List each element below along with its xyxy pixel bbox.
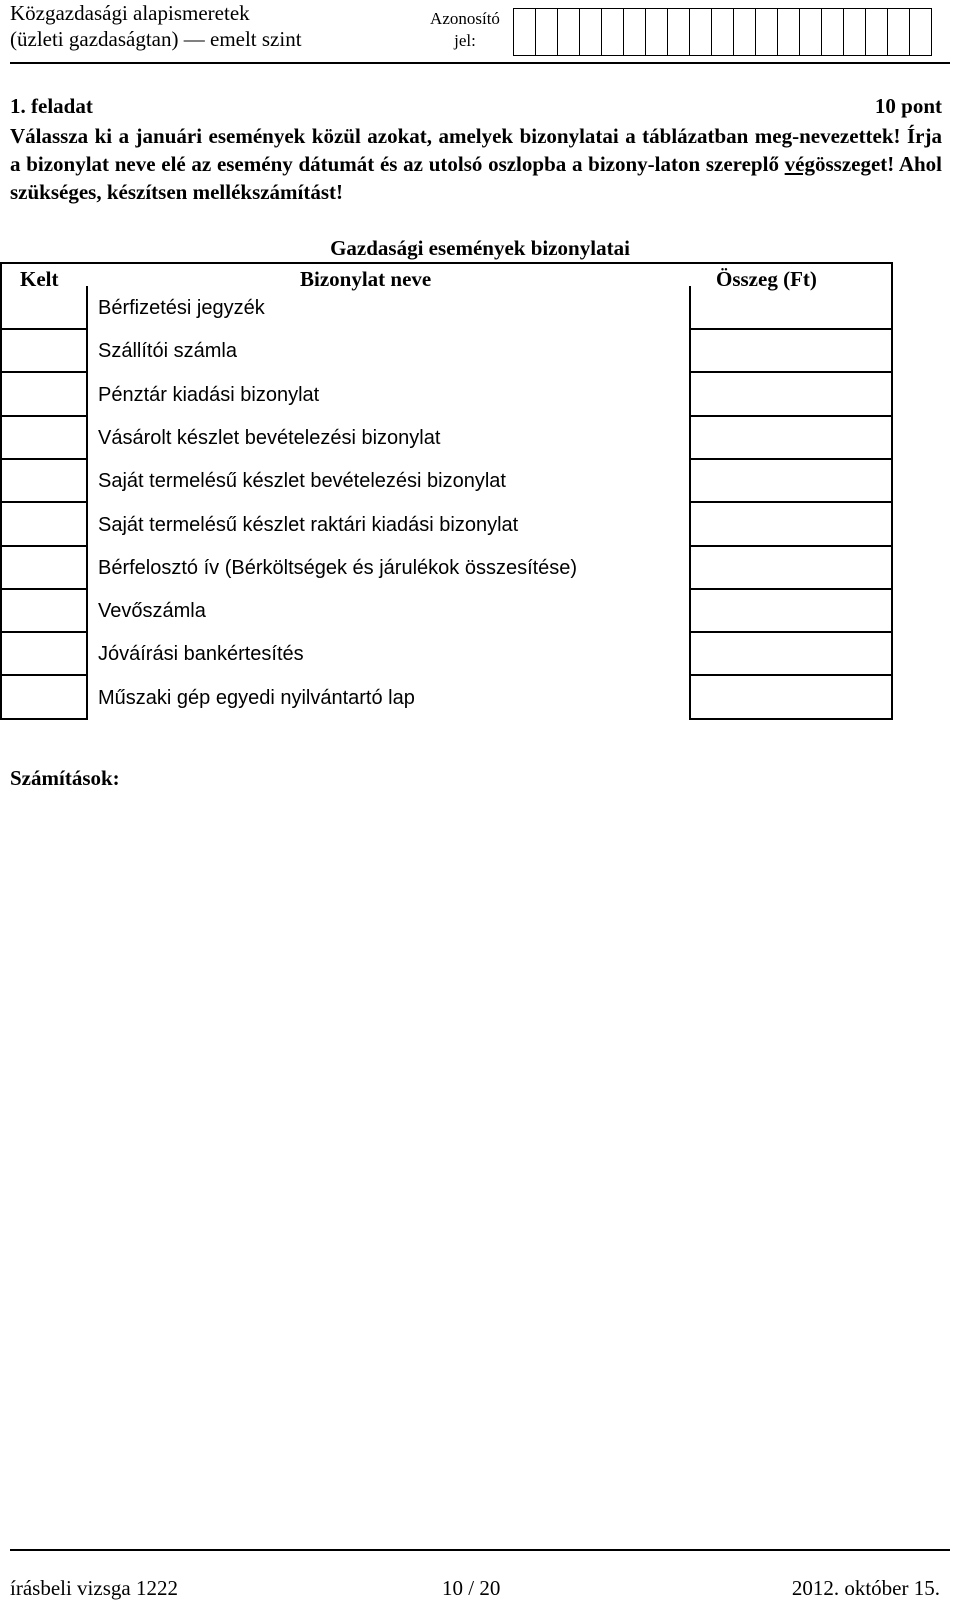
subject-title: Közgazdasági alapismeretek [10,1,250,25]
date-cell[interactable] [0,459,88,503]
task-points: 10 pont [874,94,942,118]
id-box[interactable] [887,8,910,56]
id-box[interactable] [535,8,558,56]
document-name: Bérfelosztó ív (Bérköltségek és járulékok összesítése) [98,556,578,579]
date-cell[interactable] [0,329,88,373]
column-header-name: Bizonylat neve [300,267,432,291]
id-box[interactable] [821,8,844,56]
table-row [0,503,893,547]
date-cell[interactable] [0,373,88,417]
id-box[interactable] [513,8,536,56]
table-row [0,589,893,633]
task-title: 1. feladat [10,94,93,118]
amount-cell[interactable] [689,632,893,676]
document-name: Pénztár kiadási bizonylat [98,383,320,406]
table-row [0,373,893,417]
table-row [0,286,893,330]
document-name: Saját termelésű készlet raktári kiadási bizonylat [98,513,519,536]
footer-exam: írásbeli vizsga 1222 [10,1576,178,1600]
document-name: Műszaki gép egyedi nyilvántartó lap [98,686,415,709]
date-cell[interactable] [0,676,88,720]
id-box[interactable] [711,8,734,56]
footer-page: 10 / 20 [442,1576,501,1600]
amount-cell[interactable] [689,459,893,503]
id-box[interactable] [909,8,932,56]
date-cell[interactable] [0,589,88,633]
table-row [0,546,893,590]
amount-cell[interactable] [689,503,893,547]
id-box[interactable] [601,8,624,56]
id-box[interactable] [623,8,646,56]
footer-date: 2012. október 15. [791,1576,940,1600]
id-label-line2: jel: [454,31,476,50]
id-boxes[interactable] [514,8,932,56]
footer-divider [10,1549,950,1551]
document-name: Vevőszámla [98,600,206,623]
id-box[interactable] [843,8,866,56]
document-name: Saját termelésű készlet bevételezési bizonylat [98,470,506,493]
instructions-text: Válassza ki a januári események közül azokat, amelyek bizonylatai a táblázatban meg-nevezettek! Írja a bizonylat neve elé az esemény dátumát és az utolsó oszlopba a bizony-laton szereplő [10,124,942,176]
date-cell[interactable] [0,632,88,676]
id-box[interactable] [689,8,712,56]
amount-cell[interactable] [689,676,893,720]
instructions-text-end: összeget! Ahol szükséges, készítsen mellékszámítást! [10,152,942,204]
column-header-amount: Összeg (Ft) [716,267,817,291]
id-box[interactable] [645,8,668,56]
date-cell[interactable] [0,503,88,547]
document-name: Szállítói számla [98,340,237,363]
table-row [0,632,893,676]
header-divider [10,62,950,64]
id-label-line1: Azonosító [430,9,500,28]
id-box[interactable] [755,8,778,56]
id-box[interactable] [667,8,690,56]
id-box[interactable] [579,8,602,56]
date-cell[interactable] [0,286,88,330]
calculations-label: Számítások: [10,766,120,790]
amount-cell[interactable] [689,416,893,460]
id-box[interactable] [799,8,822,56]
header-row-border [0,262,893,286]
table-row [0,676,893,720]
document-name: Vásárolt készlet bevételezési bizonylat [98,426,441,449]
date-cell[interactable] [0,546,88,590]
table-row [0,416,893,460]
document-name: Jóváírási bankértesítés [98,643,304,666]
id-box[interactable] [865,8,888,56]
amount-cell[interactable] [689,373,893,417]
date-cell[interactable] [0,416,88,460]
column-header-date: Kelt [20,267,59,291]
amount-cell[interactable] [689,286,893,330]
subject-subtitle: (üzleti gazdaságtan) — emelt szint [10,27,302,51]
id-label [420,8,510,52]
amount-cell[interactable] [689,329,893,373]
amount-cell[interactable] [689,589,893,633]
id-box[interactable] [557,8,580,56]
subject-header [10,0,302,52]
table-row [0,459,893,503]
table-row [0,329,893,373]
document-name: Bérfizetési jegyzék [98,297,265,319]
id-box[interactable] [733,8,756,56]
instructions-underlined: vég [784,152,815,176]
id-box[interactable] [777,8,800,56]
task-instructions [10,122,942,206]
table-title: Gazdasági események bizonylatai [330,236,630,260]
amount-cell[interactable] [689,546,893,590]
